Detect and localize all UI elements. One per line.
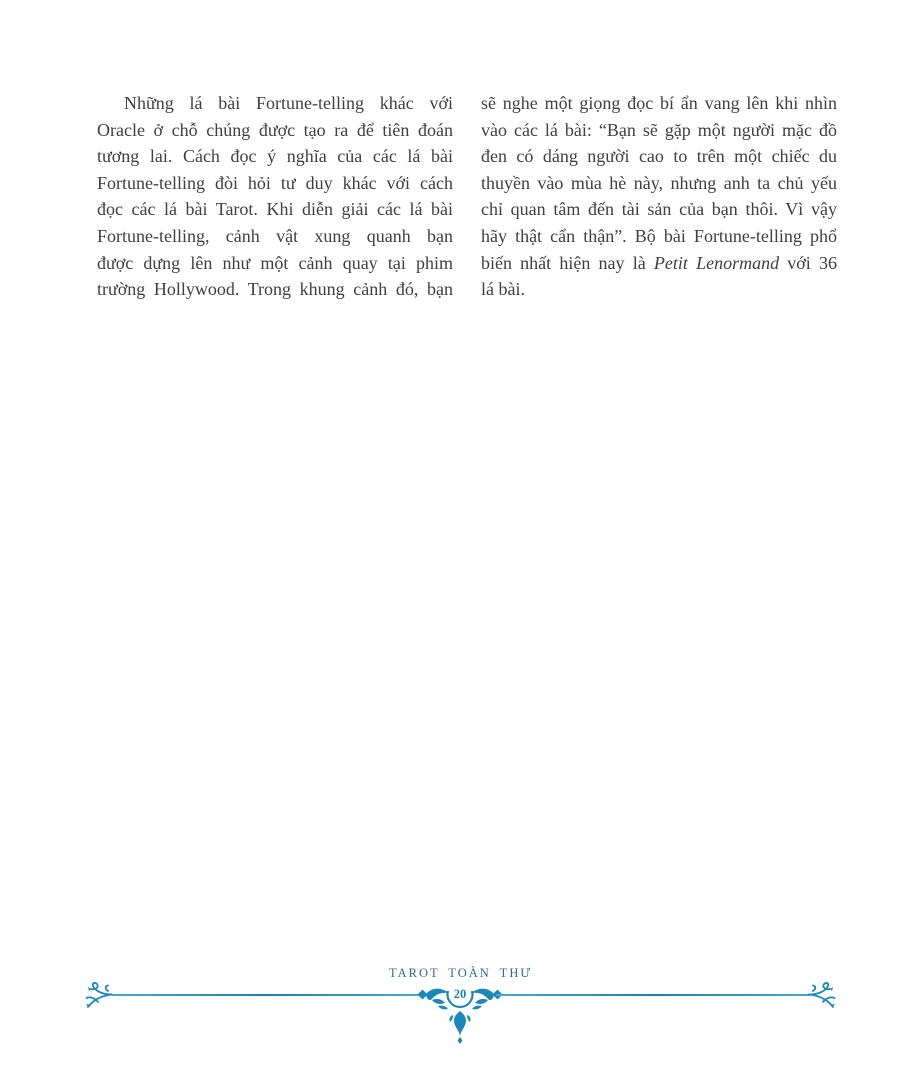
book-title-italic: Petit Lenormand — [653, 252, 780, 273]
text-line: sẽ nghe một giọng đọc bí ẩn vang lên khi nhìn — [481, 93, 837, 113]
text-line: Những lá bài Fortune-telling khác với — [124, 93, 453, 113]
text-line: Fortune-telling, cảnh vật xung quanh bạn — [97, 225, 453, 246]
text-line: Fortune-telling đòi hỏi tư duy khác với cách — [97, 172, 453, 193]
text-line: đen có dáng người cao to trên một chiếc du — [481, 146, 837, 167]
footer-flourish-right-icon — [808, 981, 836, 1011]
text-line: đọc các lá bài Tarot. Khi diễn giải các lá bài — [97, 199, 453, 220]
text-line: chỉ quan tâm đến tài sản của bạn thôi. Vì vậy — [481, 199, 837, 220]
text-line: thuyền vào mùa hè này, nhưng anh ta chủ yếu — [481, 172, 837, 193]
text-line: trường Hollywood. Trong khung cảnh đó, bạn — [97, 279, 453, 300]
footer-rule-left — [112, 994, 421, 996]
text-line: Oracle ở chỗ chúng được tạo ra để tiên đoán — [97, 119, 453, 140]
text-column-left — [97, 90, 453, 303]
footer-flourish-left-icon — [85, 981, 113, 1011]
text-column-right — [481, 90, 837, 303]
text-segment: biến nhất hiện nay là — [481, 252, 654, 273]
text-segment: với 36 — [779, 252, 837, 273]
text-line: hãy thật cẩn thận”. Bộ bài Fortune-telling phổ — [481, 225, 837, 246]
text-line — [481, 250, 837, 277]
text-line: lá bài. — [481, 279, 525, 300]
text-line: được dựng lên như một cảnh quay tại phim — [97, 252, 453, 273]
text-line: tương lai. Cách đọc ý nghĩa của các lá bài — [97, 146, 453, 167]
text-line: vào các lá bài: “Bạn sẽ gặp một người mặc đồ — [481, 119, 837, 140]
footer-rule-right — [496, 994, 810, 996]
running-head: TAROT TOÀN THƯ — [388, 966, 533, 980]
page-number: 20 — [453, 987, 467, 1001]
